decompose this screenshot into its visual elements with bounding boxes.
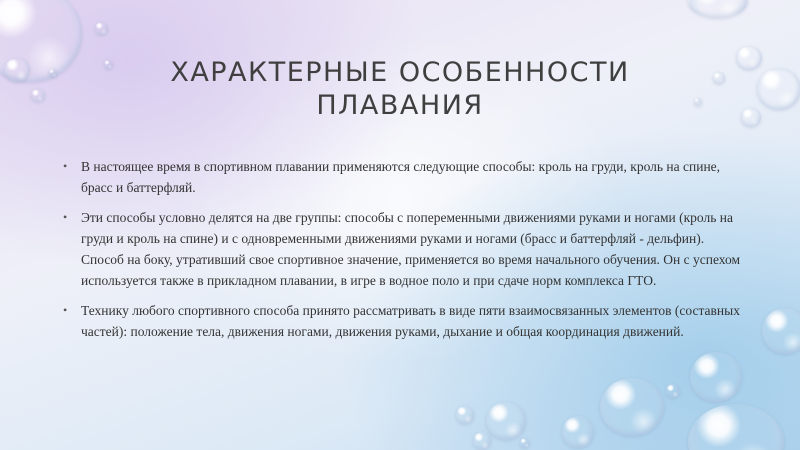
water-droplet-icon <box>520 438 530 448</box>
list-item <box>62 300 744 342</box>
slide-title <box>120 56 680 122</box>
list-item <box>62 156 744 198</box>
water-droplet-icon <box>600 378 664 436</box>
water-droplet-icon <box>95 22 108 35</box>
bullet-text: Эти способы условно делятся на две группы: способы с попеременными движениями руками и ногами (кроль на груди и кроль на спине) и с одновременными движениями руками и ногами (брасс и баттерфляй - дельфин). Способ на боку, утративший свое спортивное значение, применяется во время начального обучения. Он с успехом используется также в прикладном плавании, в игре в водное поло и при сдаче норм комплекса ГТО. <box>81 210 741 288</box>
bullet-icon: • <box>63 303 68 317</box>
water-droplet-icon <box>688 404 784 450</box>
bullet-text: В настоящее время в спортивном плавании применяются следующие способы: кроль на груди, кроль на спине, брасс и баттерфляй. <box>81 159 721 195</box>
bullet-list <box>62 156 744 351</box>
water-droplet-icon <box>688 0 748 18</box>
bullet-text: Технику любого спортивного способа принято рассматривать в виде пяти взаимосвязанных элементов (составных частей): положение тела, движения ногами, движения руками, дыхание и общая координация движений. <box>81 303 740 339</box>
water-droplet-icon <box>762 308 800 354</box>
water-droplet-icon <box>741 108 761 127</box>
water-droplet-icon <box>104 60 113 69</box>
water-droplet-icon <box>694 98 702 106</box>
bullet-icon: • <box>63 210 68 224</box>
water-droplet-icon <box>4 58 30 82</box>
water-droplet-icon <box>690 352 742 402</box>
water-droplet-icon <box>757 68 800 110</box>
water-droplet-icon <box>666 384 680 398</box>
water-droplet-icon <box>486 402 526 440</box>
water-droplet-icon <box>713 72 725 84</box>
slide-title-line: ПЛАВАНИЯ <box>316 90 484 121</box>
water-droplet-icon <box>456 406 474 424</box>
water-droplet-icon <box>49 69 57 77</box>
water-droplet-icon <box>562 416 594 448</box>
bullet-icon: • <box>63 159 68 173</box>
list-item <box>62 207 744 291</box>
water-droplet-icon <box>31 89 45 102</box>
slide-title-line: ХАРАКТЕРНЫЕ ОСОБЕННОСТИ <box>170 57 630 88</box>
water-droplet-icon <box>473 432 491 450</box>
water-droplet-icon <box>736 46 762 70</box>
